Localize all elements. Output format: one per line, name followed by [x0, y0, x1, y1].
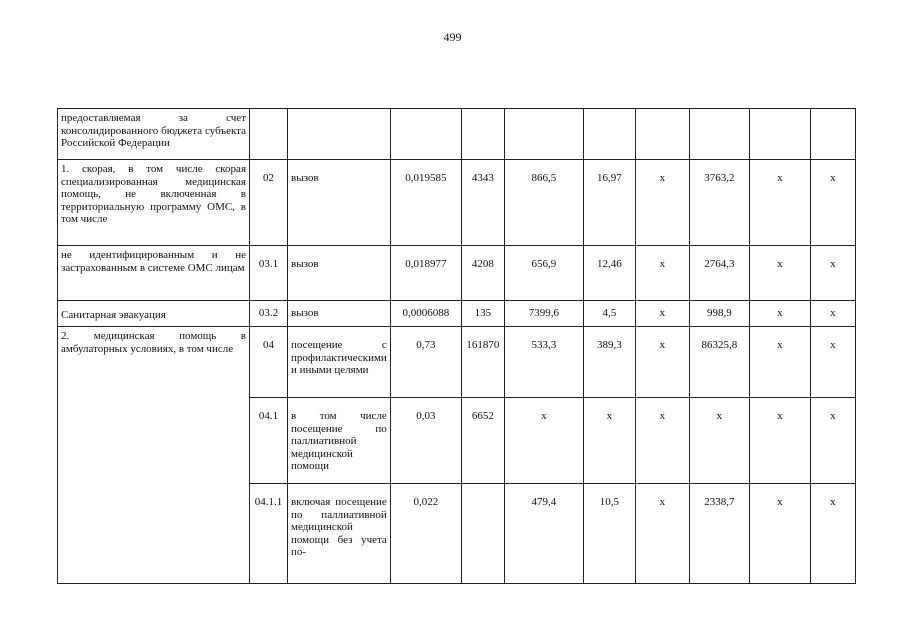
row-code-cell: 03.1 [250, 246, 288, 301]
value-cell [504, 109, 583, 160]
value-cell: х [689, 398, 749, 484]
value-cell [689, 109, 749, 160]
value-cell: х [635, 484, 689, 584]
value-cell: 12,46 [583, 246, 635, 301]
value-cell: х [749, 484, 810, 584]
value-cell: 2338,7 [689, 484, 749, 584]
value-cell: 86325,8 [689, 327, 749, 398]
value-cell: 656,9 [504, 246, 583, 301]
table-row [58, 301, 856, 327]
row-code-cell: 02 [250, 160, 288, 246]
row-code-cell: 04.1 [250, 398, 288, 484]
value-cell: 533,3 [504, 327, 583, 398]
row-name-cell: 1. скорая, в том числе скорая специализированная медицинская помощь, не включенная в территориальную программу ОМС, в том числе [58, 160, 250, 246]
page-number: 499 [443, 30, 462, 44]
value-cell: х [810, 301, 855, 327]
value-cell: 0,03 [390, 398, 461, 484]
unit-cell: вызов [288, 160, 391, 246]
value-cell [749, 109, 810, 160]
row-code-cell: 04 [250, 327, 288, 398]
row-name-cell: не идентифицированным и не застрахованным в системе ОМС лицам [58, 246, 250, 301]
unit-cell [288, 109, 391, 160]
value-cell [583, 109, 635, 160]
value-cell: х [810, 398, 855, 484]
value-cell: 0,018977 [390, 246, 461, 301]
value-cell: 4,5 [583, 301, 635, 327]
table-row [58, 109, 856, 160]
value-cell: 998,9 [689, 301, 749, 327]
value-cell: 4208 [461, 246, 504, 301]
value-cell: х [810, 246, 855, 301]
value-cell: 135 [461, 301, 504, 327]
row-name-cell: 2. медицинская помощь в амбулаторных условиях, в том числе [58, 327, 250, 584]
value-cell: х [583, 398, 635, 484]
value-cell [635, 109, 689, 160]
value-cell: 16,97 [583, 160, 635, 246]
value-cell: 2764,3 [689, 246, 749, 301]
value-cell: х [749, 398, 810, 484]
value-cell: 161870 [461, 327, 504, 398]
value-cell [461, 484, 504, 584]
value-cell: х [749, 301, 810, 327]
value-cell: 0,022 [390, 484, 461, 584]
value-cell: 6652 [461, 398, 504, 484]
unit-cell: вызов [288, 246, 391, 301]
value-cell: 10,5 [583, 484, 635, 584]
value-cell: х [749, 327, 810, 398]
value-cell [810, 109, 855, 160]
value-cell: х [635, 160, 689, 246]
row-name-cell: Санитарная эвакуация [58, 301, 250, 327]
value-cell: 3763,2 [689, 160, 749, 246]
value-cell: х [749, 246, 810, 301]
value-cell: 0,019585 [390, 160, 461, 246]
value-cell: 7399,6 [504, 301, 583, 327]
value-cell: 866,5 [504, 160, 583, 246]
value-cell: х [749, 160, 810, 246]
value-cell: 479,4 [504, 484, 583, 584]
data-table [57, 108, 856, 584]
value-cell: х [635, 398, 689, 484]
row-code-cell [250, 109, 288, 160]
value-cell: 4343 [461, 160, 504, 246]
unit-cell: в том числе посещение по паллиативной медицинской помощи [288, 398, 391, 484]
row-name-cell: предоставляемая за счет консолидированного бюджета субъекта Российской Федерации [58, 109, 250, 160]
value-cell: х [504, 398, 583, 484]
value-cell: х [635, 246, 689, 301]
value-cell: х [810, 327, 855, 398]
row-code-cell: 04.1.1 [250, 484, 288, 584]
unit-cell: включая посещение по паллиативной медицинской помощи без учета по- [288, 484, 391, 584]
value-cell: х [635, 327, 689, 398]
value-cell [461, 109, 504, 160]
table-row [58, 246, 856, 301]
value-cell: 0,73 [390, 327, 461, 398]
value-cell: 0,0006088 [390, 301, 461, 327]
unit-cell: вызов [288, 301, 391, 327]
unit-cell: посещение с профилактическими и иными целями [288, 327, 391, 398]
value-cell: х [635, 301, 689, 327]
table-row [58, 160, 856, 246]
table-row [58, 327, 856, 398]
value-cell: 389,3 [583, 327, 635, 398]
row-code-cell: 03.2 [250, 301, 288, 327]
value-cell [390, 109, 461, 160]
value-cell: х [810, 160, 855, 246]
value-cell: х [810, 484, 855, 584]
